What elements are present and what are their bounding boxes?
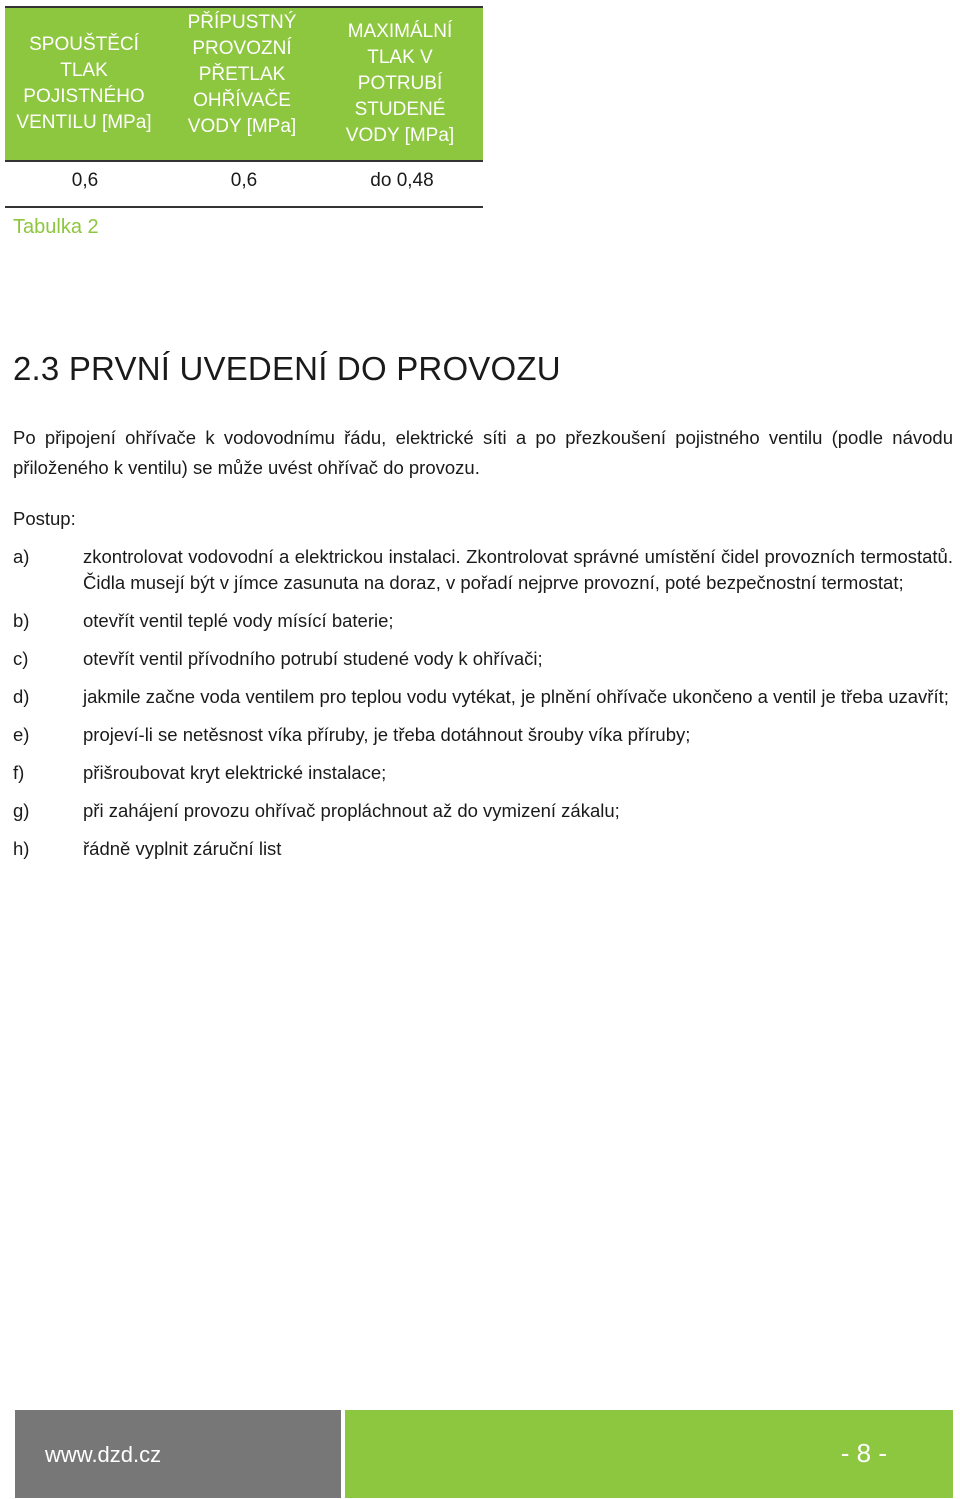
list-item-text: přišroubovat kryt elektrické instalace;	[83, 762, 387, 783]
list-item-marker: b)	[13, 610, 30, 631]
table-cell: 0,6	[230, 170, 258, 191]
list-item	[13, 722, 953, 748]
table-row	[5, 162, 483, 208]
footer-page-panel	[345, 1410, 953, 1498]
list-item	[13, 544, 953, 596]
procedure-label: Postup:	[13, 508, 76, 529]
list-item	[13, 836, 953, 862]
list-item	[13, 646, 953, 672]
list-item-text: řádně vyplnit záruční list	[83, 838, 282, 859]
section-title: 2.3 PRVNÍ UVEDENÍ DO PROVOZU	[13, 350, 561, 387]
list-item-marker: d)	[13, 686, 30, 707]
list-item-text: při zahájení provozu ohřívač propláchnout až do vymizení zákalu;	[83, 800, 620, 821]
list-item-text: otevřít ventil přívodního potrubí studené vody k ohřívači;	[83, 648, 543, 669]
list-item-marker: c)	[13, 648, 29, 669]
list-item-marker: h)	[13, 838, 30, 859]
list-item-text: otevřít ventil teplé vody mísící baterie;	[83, 610, 394, 631]
table-caption: Tabulka 2	[13, 216, 99, 238]
header-cell-max-pressure: MAXIMÁLNÍ TLAK V POTRUBÍ STUDENÉ VODY [MPa]	[345, 21, 455, 146]
footer-website-panel	[15, 1410, 341, 1498]
header-cell-operating-pressure: PŘÍPUSTNÝ PROVOZNÍ PŘETLAK OHŘÍVAČE VODY [MPa]	[187, 12, 297, 137]
procedure-list	[13, 544, 953, 862]
spec-table-header	[5, 6, 483, 162]
list-item	[13, 798, 953, 824]
list-item	[13, 684, 953, 710]
list-item	[13, 608, 953, 634]
page-footer	[15, 1410, 953, 1498]
header-cell-trigger-pressure: SPOUŠTĚCÍ TLAK POJISTNÉHO VENTILU [MPa]	[16, 34, 152, 133]
list-item-text: zkontrolovat vodovodní a elektrickou instalaci. Zkontrolovat správné umístění čidel provozních termostatů. Čidla musejí být v jímce zasunuta na doraz, v pořadí nejprve provozní, poté bezpečnostní termostat;	[83, 546, 953, 593]
list-item-marker: f)	[13, 762, 25, 783]
list-item-marker: a)	[13, 546, 30, 567]
spec-table	[5, 6, 483, 208]
list-item-marker: g)	[13, 800, 30, 821]
list-item-text: jakmile začne voda ventilem pro teplou vodu vytékat, je plnění ohřívače ukončeno a ventil je třeba uzavřít;	[83, 686, 949, 707]
intro-paragraph: Po připojení ohřívače k vodovodnímu řádu, elektrické síti a po přezkoušení pojistného ventilu (podle návodu přiloženého k ventilu) se může uvést ohřívač do provozu.	[13, 427, 953, 478]
list-item	[13, 760, 953, 786]
list-item-text: projeví-li se netěsnost víka příruby, je třeba dotáhnout šrouby víka příruby;	[83, 724, 691, 745]
footer-website-link[interactable]: www.dzd.cz	[45, 1442, 162, 1467]
page-number: - 8 -	[840, 1438, 887, 1468]
list-item-marker: e)	[13, 724, 30, 745]
table-cell: 0,6	[71, 170, 99, 191]
table-cell: do 0,48	[370, 170, 434, 191]
